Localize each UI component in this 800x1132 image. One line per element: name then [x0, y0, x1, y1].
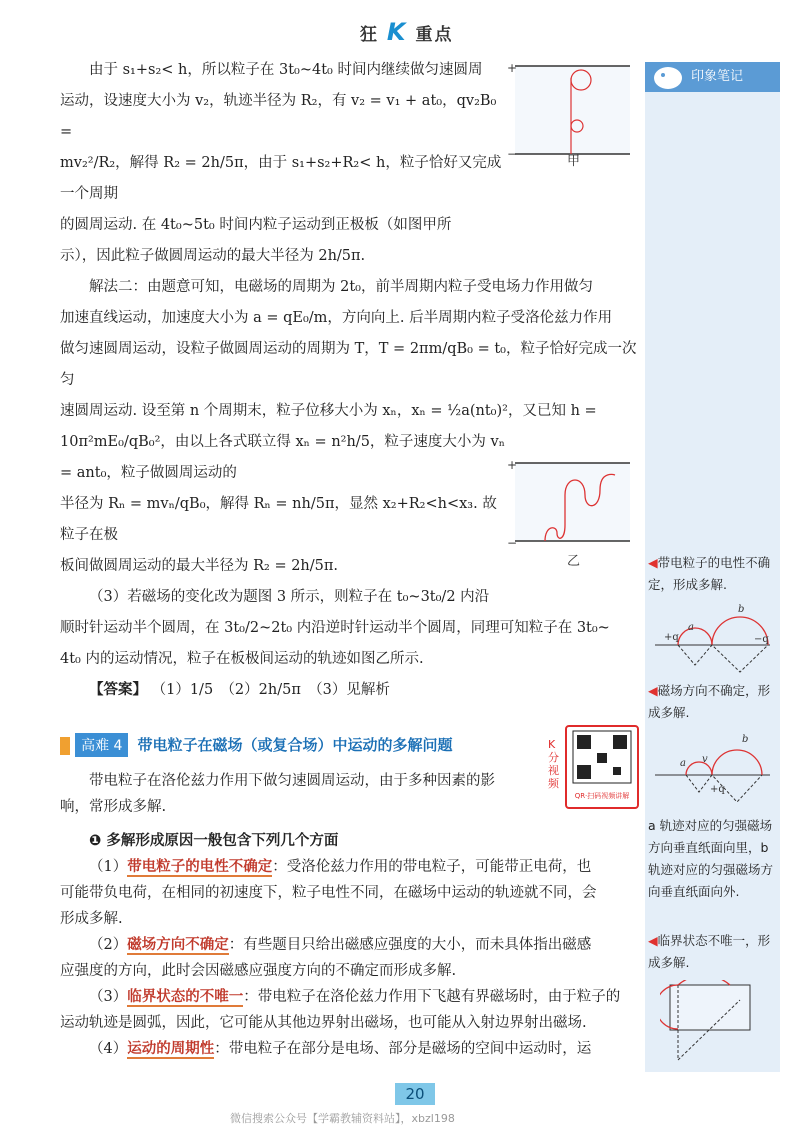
fig-jia-minus: − [507, 147, 518, 161]
line-12: 板间做圆周运动的最大半径为 R₂ = 2h/5π. [60, 558, 339, 574]
line-11: 半径为 Rₙ = mvₙ/qB₀，解得 Rₙ = nh/5π，显然 x₂+R₂<h<x₃. 故粒子在极 [60, 496, 497, 543]
p2-b: 应强度的方向，此时会因磁感应强度方向的不确定而形成多解. [60, 963, 457, 979]
book-icon [60, 737, 70, 755]
side-fig-2-v: v [702, 754, 708, 765]
p2-num: （2） [89, 937, 128, 953]
p1-key: 带电粒子的电性不确定 [127, 858, 273, 875]
sidebar-title: 印象笔记 [645, 62, 780, 92]
side-note-2: ◀磁场方向不确定，形成多解. [648, 683, 771, 720]
p4-a: ：带电粒子在部分是电场、部分是磁场的空间中运动时，运 [214, 1041, 592, 1057]
section-tag: 高难 4 [75, 733, 128, 757]
p3-num: （3） [89, 989, 128, 1005]
page-header [360, 18, 453, 46]
header-title-b: 重点 [415, 25, 454, 45]
side-fig-1-b: b [738, 604, 745, 615]
solution-text [60, 55, 505, 272]
side-fig-1-a: a [688, 622, 694, 633]
side-fig-2 [650, 730, 775, 810]
line-2: 运动，设速度大小为 v₂，轨迹半径为 R₂，有 v₂ = v₁ + at₀，qv₂B₀ = [60, 93, 497, 140]
fig-jia-label: 甲 [567, 154, 581, 169]
intro-2: 响，常形成多解. [60, 799, 167, 815]
line-15: 4t₀ 内的运动情况，粒子在板极间运动的轨迹如图乙所示. [60, 651, 424, 667]
p3-a: ：带电粒子在洛伦兹力作用下飞越有界磁场时，由于粒子的 [243, 989, 621, 1005]
side-note-1-text: 带电粒子的电性不确定，形成多解. [648, 555, 771, 592]
p1-b: 可能带负电荷，在相同的初速度下，粒子电性不同，在磁场中运动的轨迹就不同，会 [60, 885, 597, 901]
line-9: 速圆周运动. 设至第 n 个周期末，粒子位移大小为 xₙ，xₙ = ½a(nt₀)²，又已知 h = [60, 403, 597, 419]
line-6: 解法二：由题意可知，电磁场的周期为 2t₀，前半周期内粒子受电场力作用做匀 [89, 279, 593, 295]
side-fig-4 [660, 980, 770, 1065]
side-fig-2-pq: +q [710, 784, 725, 795]
section-heading [60, 733, 620, 759]
intro-1: 带电粒子在洛伦兹力作用下做匀速圆周运动，由于多种因素的影 [89, 773, 495, 789]
p4-num: （4） [89, 1041, 128, 1057]
answer-label: 【答案】 [89, 682, 147, 698]
qr-caption: QR·扫码视频讲解 [574, 792, 630, 800]
side-note-4-text: 临界状态不唯一，形成多解. [648, 933, 771, 970]
side-fig-2-b: b [742, 734, 749, 745]
footer-watermark: 微信搜索公众号【学霸教辅资料站】，xbzl198 [230, 1112, 455, 1125]
fig-jia-plus: + [507, 61, 518, 75]
p3-key: 临界状态的不唯一 [127, 988, 244, 1005]
answer-text: （1）1/5 （2）2h/5π （3）见解析 [151, 682, 390, 698]
side-note-2-text: 磁场方向不确定，形成多解. [648, 683, 771, 720]
page-number: 20 [395, 1083, 435, 1105]
line-5: 示），因此粒子做圆周运动的最大半径为 2h/5π. [60, 248, 366, 264]
header-title-a: 狂 [360, 25, 379, 45]
line-8: 做匀速圆周运动，设粒子做圆周运动的周期为 T，T = 2πm/qB₀ = t₀，粒子恰好完成一次匀 [60, 341, 637, 388]
header-k-logo: K [386, 18, 408, 46]
side-note-1: ◀带电粒子的电性不确定，形成多解. [648, 555, 771, 592]
side-fig-2-a: a [680, 758, 686, 769]
sub-heading: ❶ 多解形成原因一般包含下列几个方面 [89, 833, 339, 849]
lower-content [60, 768, 640, 1062]
fig-yi-plus: + [507, 458, 518, 472]
side-note-4: ◀临界状态不唯一，形成多解. [648, 933, 771, 970]
side-fig-1-pq: +q [664, 632, 679, 643]
line-4: 的圆周运动. 在 4t₀~5t₀ 时间内粒子运动到正极板（如图甲所 [60, 217, 452, 233]
p1-num: （1） [89, 859, 128, 875]
side-note-3: a 轨迹对应的匀强磁场方向垂直纸面向里，b 轨迹对应的匀强磁场方向垂直纸面向外. [648, 818, 774, 899]
elephant-icon [650, 60, 686, 92]
p1-c: 形成多解. [60, 911, 123, 927]
fig-yi-minus: − [507, 536, 518, 550]
qr-label: K分视频 [548, 738, 559, 790]
line-1: 由于 s₁+s₂< h，所以粒子在 3t₀~4t₀ 时间内继续做匀速圆周 [89, 62, 483, 78]
p3-b: 运动轨迹是圆弧，因此，它可能从其他边界射出磁场，也可能从入射边界射出磁场. [60, 1015, 587, 1031]
side-fig-1 [650, 600, 775, 675]
line-14: 顺时针运动半个圆周，在 3t₀/2~2t₀ 内沿逆时针运动半个圆周，同理可知粒子在 3t₀~ [60, 620, 610, 636]
line-3: mv₂²/R₂，解得 R₂ = 2h/5π，由于 s₁+s₂+R₂< h，粒子恰好又完成一个周期 [60, 155, 502, 202]
p2-a: ：有些题目只给出磁感应强度的大小，而未具体指出磁感 [228, 937, 592, 953]
line-7: 加速直线运动，加速度大小为 a = qE₀/m，方向向上. 后半周期内粒子受洛伦兹力作用 [60, 310, 613, 326]
fig-yi-label: 乙 [567, 554, 581, 569]
p4-key: 运动的周期性 [127, 1040, 215, 1057]
p1-a: ：受洛伦兹力作用的带电粒子，可能带正电荷，也 [272, 859, 592, 875]
section-title: 带电粒子在磁场（或复合场）中运动的多解问题 [137, 736, 453, 754]
line-10: 10π²mE₀/qB₀²，由以上各式联立得 xₙ = n²h/5，粒子速度大小为 vₙ = ant₀，粒子做圆周运动的 [60, 434, 505, 481]
line-13: （3）若磁场的变化改为题图 3 所示，则粒子在 t₀~3t₀/2 内沿 [89, 589, 490, 605]
p2-key: 磁场方向不确定 [127, 936, 229, 953]
side-fig-1-mq: −q [754, 634, 769, 645]
figure-yi [505, 455, 635, 555]
